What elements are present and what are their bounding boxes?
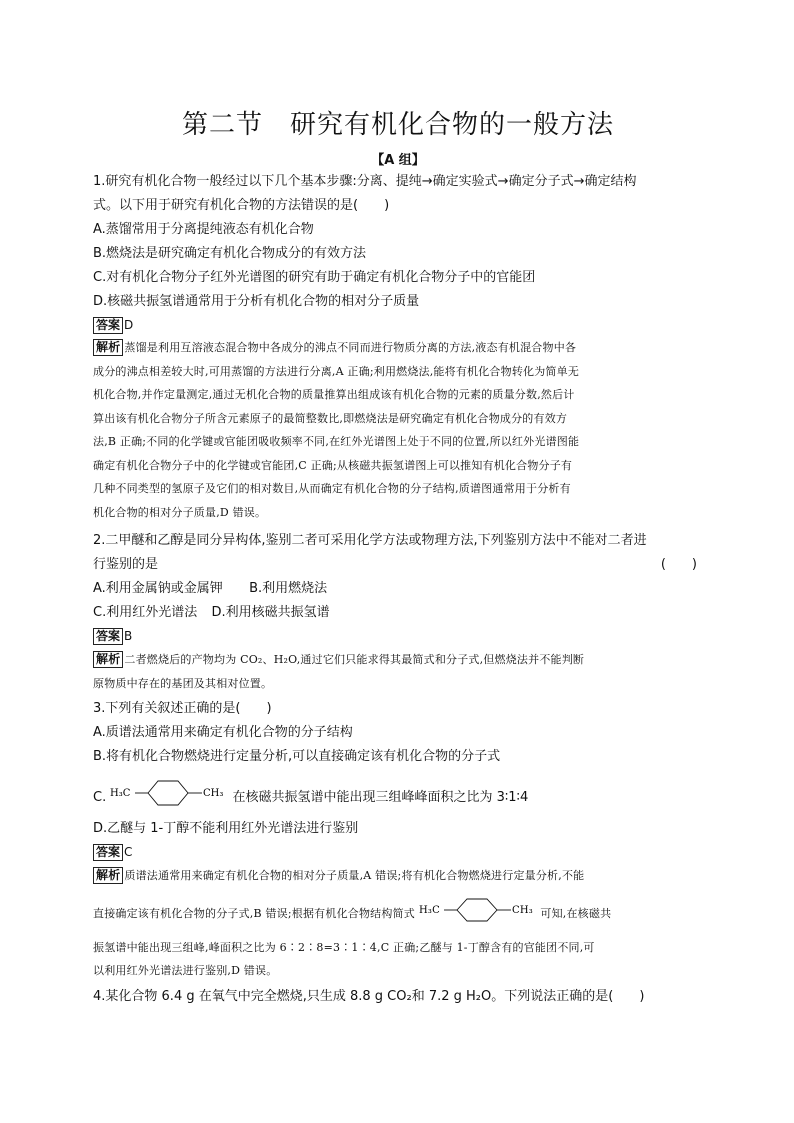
q3-option-c [93, 776, 703, 820]
q3-option-d: D.乙醚与 1-丁醇不能利用红外光谱法进行鉴别 [93, 821, 359, 836]
q1-option-b: B.燃烧法是研究确定有机化合物成分的有效方法 [93, 246, 367, 261]
q1-analysis-line: 确定有机化合物分子中的化学键或官能团,C 正确;从核磁共振氢谱图上可以推知有机化合物分子有 [93, 458, 573, 472]
page-title: 第二节 研究有机化合物的一般方法 [181, 110, 614, 140]
q3-analysis-line: 质谱法通常用来确定有机化合物的相对分子质量,A 错误;将有机化合物燃烧进行定量分析,不能 [124, 869, 585, 882]
q3-answer-value: C [124, 845, 133, 859]
q2-options-row1 [93, 577, 703, 601]
q3-analysis [93, 864, 699, 983]
q2-option-b: B.利用燃烧法 [249, 581, 328, 596]
group-heading: 【A 组】 [371, 153, 425, 168]
q3-analysis-line: 可知,在核磁共 [540, 906, 612, 920]
q2-stem-text: 行鉴别的是 [93, 557, 159, 572]
q1-analysis-line: 蒸馏是利用互溶液态混合物中各成分的沸点不同而进行物质分离的方法,液态有机混合物中各 [124, 341, 577, 354]
q1-option-c: C.对有机化合物分子红外光谱图的研究有助于确定有机化合物分子中的官能团 [93, 270, 536, 285]
q2-option-c: C.利用红外光谱法 [93, 605, 198, 620]
q3-option-b: B.将有机化合物燃烧进行定量分析,可以直接确定该有机化合物的分子式 [93, 749, 501, 764]
q2-analysis-line: 二者燃烧后的产物均为 CO₂、H₂O,通过它们只能求得其最简式和分子式,但燃烧法并不能判断 [124, 653, 585, 666]
q3-analysis-line: 振氢谱中能出现三组峰,峰面积之比为 6∶2∶8=3∶1∶4,C 正确;乙醚与 1-丁醇含有的官能团不同,可 [93, 940, 595, 954]
q2-analysis-line: 原物质中存在的基团及其相对位置。 [93, 676, 273, 690]
q1-analysis-line: 法,B 正确;不同的化学键或官能团吸收频率不同,在红外光谱图上处于不同的位置,所以红外光谱图能 [93, 435, 580, 448]
q4-stem: 4.某化合物 6.4 g 在氧气中完全燃烧,只生成 8.8 g CO₂和 7.2 g H₂O。下列说法正确的是( ) [93, 989, 645, 1004]
q1-analysis-line: 算出该有机化合物分子所含元素原子的最简整数比,即燃烧法是研究确定有机化合物成分的有效方 [93, 411, 568, 425]
dimethylcyclohexane-structure-icon [110, 778, 228, 818]
q3-analysis-line: 直接确定该有机化合物的分子式,B 错误;根据有机化合物结构简式 [93, 906, 415, 920]
q3-answer [93, 843, 703, 861]
molecule-left-group: H₃C [418, 904, 440, 916]
q1-analysis-line: 机化合物的相对分子质量,D 错误。 [93, 505, 267, 519]
q1-analysis-line: 机化合物,并作定量测定,通过无机化合物的质量推算出组成该有机化合物的元素的质量分数,然后计 [93, 388, 575, 401]
analysis-tag: 解析 [93, 867, 123, 884]
q1-stem-line1: 1.研究有机化合物一般经过以下几个基本步骤:分离、提纯→确定实验式→确定分子式→确定结构 [93, 174, 637, 189]
q1-analysis-line: 几种不同类型的氢原子及它们的相对数目,从而确定有机化合物的分子结构,质谱图通常用于分析有 [93, 482, 571, 495]
q2-answer-value: B [124, 629, 133, 643]
q1-analysis-line: 成分的沸点相差较大时,可用蒸馏的方法进行分离,A 正确;利用燃烧法,能将有机化合物转化为简单无 [93, 364, 580, 378]
q1-analysis [93, 336, 699, 524]
q2-stem-line1: 2.二甲醚和乙醇是同分异构体,鉴别二者可采用化学方法或物理方法,下列鉴别方法中不能对二者进 [93, 533, 647, 548]
answer-tag: 答案 [93, 628, 123, 645]
molecule-right-group: CH₃ [203, 787, 224, 799]
q2-option-d: D.利用核磁共振氢谱 [211, 605, 330, 620]
q3-analysis-line: 以利用红外光谱法进行鉴别,D 错误。 [93, 964, 278, 977]
answer-tag: 答案 [93, 844, 123, 861]
molecule-right-group: CH₃ [511, 904, 533, 916]
dimethylcyclohexane-structure-icon [419, 897, 537, 931]
q1-answer [93, 316, 703, 334]
q1-answer-value: D [124, 318, 134, 332]
q2-option-a: A.利用金属钠或金属钾 [93, 581, 223, 596]
q2-options-row2 [93, 601, 703, 625]
answer-tag: 答案 [93, 317, 123, 334]
q1-stem-line2: 式。以下用于研究有机化合物的方法错误的是( ) [93, 198, 390, 213]
q2-answer-paren: ( ) [660, 557, 697, 572]
q3-option-c-prefix: C. [93, 790, 107, 805]
analysis-tag: 解析 [93, 651, 123, 668]
molecule-left-group: H₃C [110, 787, 131, 799]
q2-stem-line2 [93, 553, 703, 577]
q1-option-d: D.核磁共振氢谱通常用于分析有机化合物的相对分子质量 [93, 294, 420, 309]
q1-option-a: A.蒸馏常用于分离提纯液态有机化合物 [93, 222, 314, 237]
q3-option-c-text: 在核磁共振氢谱中能出现三组峰峰面积之比为 3∶1∶4 [232, 790, 529, 805]
q2-analysis [93, 648, 699, 695]
q2-answer [93, 627, 703, 645]
analysis-tag: 解析 [93, 339, 123, 356]
q3-option-a: A.质谱法通常用来确定有机化合物的分子结构 [93, 725, 353, 740]
q3-stem: 3.下列有关叙述正确的是( ) [93, 701, 272, 716]
